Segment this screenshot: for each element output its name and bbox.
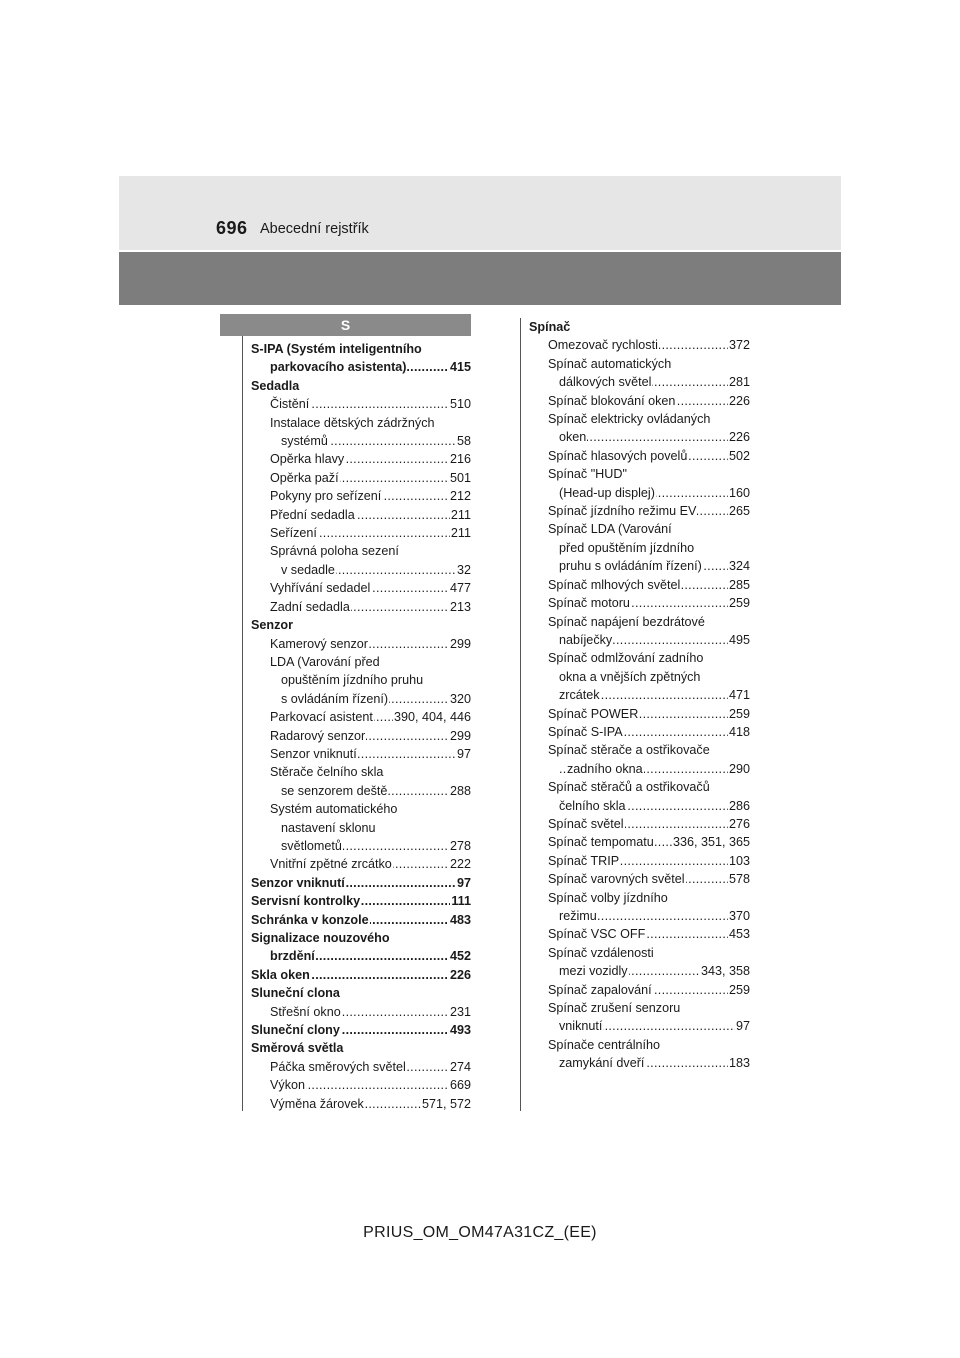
index-entry	[529, 1054, 750, 1072]
index-entry	[251, 800, 471, 818]
index-entry	[251, 763, 471, 781]
index-entry-page: 211	[450, 506, 471, 524]
index-entry-page: 274	[449, 1058, 471, 1076]
index-entry-text: Zadní sedadla	[270, 599, 350, 614]
index-entry-page: 212	[449, 487, 471, 505]
index-entry-page: 477	[449, 579, 471, 597]
index-entry-page: 231	[449, 1003, 471, 1021]
index-entry-text: Schránka v konzole	[251, 912, 369, 927]
index-entry-text: Spínač automatických	[548, 356, 672, 371]
index-entry-page: 320	[449, 690, 471, 708]
index-entry	[529, 741, 750, 759]
index-entry	[529, 502, 750, 520]
index-entry	[251, 855, 471, 873]
index-entry-text: mezi vozidly	[559, 964, 628, 979]
index-entry-text: Spínač LDA (Varování	[548, 522, 672, 537]
index-entry-text: režimu	[559, 909, 597, 923]
index-entry-text: Spínač elektricky ovládaných	[548, 412, 711, 427]
index-entry-text: Spínač odmlžování zadního	[548, 651, 704, 666]
index-entry	[251, 782, 471, 800]
index-entry-page: 370	[728, 907, 750, 925]
index-entry	[529, 668, 750, 686]
index-entry-page: 226	[728, 392, 750, 410]
index-entry	[251, 947, 471, 965]
index-entry-text: zrcátek	[559, 688, 600, 703]
index-entry-text: Spínač vzdálenosti	[548, 945, 654, 960]
index-entry-page: 216	[449, 450, 471, 468]
index-entry	[529, 520, 750, 538]
index-entry-text: Spínač stěračů a ostřikovačů	[548, 780, 710, 795]
index-entry-page: 111	[450, 892, 471, 910]
index-entry-page: 281	[728, 373, 750, 391]
index-entry	[529, 410, 750, 428]
index-entry	[251, 598, 471, 616]
index-entry-page: 390, 404, 446	[393, 708, 471, 726]
index-entry-text: Servisní kontrolky	[251, 894, 361, 909]
index-entry	[251, 616, 471, 634]
index-entry-page: 471	[728, 686, 750, 704]
index-entry	[529, 318, 750, 336]
index-entry-text: Systém automatického	[270, 802, 398, 817]
index-entry-text: Střešní okno	[270, 1004, 341, 1019]
index-entry	[529, 999, 750, 1017]
index-entry-text: před opuštěním jízdního	[559, 540, 695, 555]
index-entry-page: 226	[449, 966, 471, 984]
index-entry	[251, 1058, 471, 1076]
index-entry-page: 222	[449, 855, 471, 873]
index-entry-text: okna a vnějších zpětných	[559, 669, 701, 684]
index-entry	[251, 1076, 471, 1094]
index-entry-text: Opěrka hlavy	[270, 452, 345, 467]
index-entry	[251, 911, 471, 929]
index-entry-page: 259	[728, 594, 750, 612]
index-letter-heading: S	[220, 314, 471, 336]
index-entry-text: (Head-up displej)	[559, 485, 655, 500]
index-entry-text: Skla oken	[251, 967, 310, 982]
index-entry	[251, 966, 471, 984]
index-entry-text: LDA (Varování před	[270, 654, 380, 669]
index-entry-text: Spínač varovných světel	[548, 872, 685, 887]
index-entry-text: Výměna žárovek	[270, 1096, 364, 1111]
right-column-rule	[520, 318, 521, 1111]
index-entry-text: Vyhřívání sedadel	[270, 581, 371, 596]
index-entry-text: Směrová světla	[251, 1041, 344, 1056]
index-entry-text: Seřízení	[270, 526, 317, 541]
index-entry	[529, 815, 750, 833]
index-entry-page: 97	[456, 745, 471, 763]
index-entry	[251, 450, 471, 468]
index-entry-page: 286	[728, 797, 750, 815]
index-entry-page: 324	[728, 557, 750, 575]
index-entry	[251, 1021, 471, 1039]
index-entry	[529, 447, 750, 465]
index-entry	[529, 428, 750, 446]
index-entry	[251, 708, 471, 726]
index-entry-text: s ovládáním řízení)	[281, 691, 389, 706]
index-entry-page: 493	[449, 1021, 471, 1039]
index-entry	[251, 819, 471, 837]
index-entry	[251, 929, 471, 947]
index-entry	[529, 613, 750, 631]
index-entry-page: 265	[728, 502, 750, 520]
index-entry-page: 452	[449, 947, 471, 965]
index-entry-text: Stěrače čelního skla	[270, 765, 384, 780]
index-entry	[529, 962, 750, 980]
index-entry-page: 418	[728, 723, 750, 741]
index-entry-text: Spínač světel	[548, 816, 624, 831]
index-entry-text: Spínač hlasových povelů	[548, 448, 688, 463]
index-entry-text: Spínač zrušení senzoru	[548, 1001, 681, 1016]
index-entry	[529, 705, 750, 723]
index-entry	[529, 373, 750, 391]
index-entry	[529, 539, 750, 557]
index-entry-text: Senzor vniknutí	[270, 746, 357, 761]
index-entry-page: 288	[449, 782, 471, 800]
header-band	[119, 252, 841, 305]
index-entry-text: se senzorem deště	[281, 783, 388, 798]
index-entry-page: 276	[728, 815, 750, 833]
index-entry-page: 58	[456, 432, 471, 450]
index-entry	[529, 649, 750, 667]
index-entry	[529, 778, 750, 796]
left-index-column	[251, 340, 471, 1113]
index-entry	[529, 557, 750, 575]
index-entry-text: Výkon	[270, 1078, 306, 1093]
index-entry-text: Senzor	[251, 618, 293, 633]
index-entry	[251, 1039, 471, 1057]
index-entry	[251, 414, 471, 432]
index-entry	[251, 837, 471, 855]
index-entry-page: 213	[449, 598, 471, 616]
index-entry-page: 211	[450, 524, 471, 542]
index-entry-page: 510	[449, 395, 471, 413]
section-title: Abecední rejstřík	[260, 221, 369, 237]
index-entry-text: Páčka směrových světel	[270, 1059, 406, 1074]
index-entry-text: Spínač stěrače a ostřikovače	[548, 743, 710, 758]
index-entry-text: v sedadle	[281, 562, 335, 577]
index-entry-page: 290	[728, 760, 750, 778]
index-entry-text: Spínač blokování oken	[548, 393, 676, 408]
index-entry	[251, 671, 471, 689]
index-entry-text: opuštěním jízdního pruhu	[281, 673, 424, 688]
index-entry-text: světlometů	[281, 838, 342, 853]
index-entry-text: Vnitřní zpětné zrcátko	[270, 857, 392, 872]
index-entry-text: Čistění	[270, 397, 310, 412]
index-entry	[529, 1017, 750, 1035]
index-entry-page: 259	[728, 981, 750, 999]
index-entry	[529, 392, 750, 410]
index-entry-text: Kamerový senzor	[270, 636, 368, 651]
index-entry-text: S-IPA (Systém inteligentního	[251, 342, 422, 356]
index-entry	[251, 690, 471, 708]
index-entry	[251, 340, 471, 358]
index-entry-text: zamykání dveří	[559, 1056, 645, 1071]
index-entry	[529, 760, 750, 778]
index-entry	[529, 889, 750, 907]
index-entry	[529, 631, 750, 649]
index-entry-page: 259	[728, 705, 750, 723]
index-entry-text: Spínač "HUD"	[548, 467, 627, 482]
index-entry-page: 495	[728, 631, 750, 649]
index-entry	[251, 524, 471, 542]
document-code: PRIUS_OM_OM47A31CZ_(EE)	[363, 1224, 597, 1241]
index-entry-page: 226	[728, 428, 750, 446]
index-entry	[529, 484, 750, 502]
index-entry-text: Spínač volby jízdního	[548, 890, 668, 905]
index-entry-text: Signalizace nouzového	[251, 931, 390, 945]
index-entry-page: 336, 351, 365	[672, 833, 750, 851]
index-entry-page: 32	[456, 561, 471, 579]
index-entry	[529, 981, 750, 999]
index-entry	[529, 852, 750, 870]
index-entry	[529, 944, 750, 962]
index-entry	[251, 745, 471, 763]
index-entry-text: Parkovací asistent	[270, 710, 373, 725]
index-entry-text: Radarový senzor	[270, 728, 366, 743]
index-entry-page: 285	[728, 576, 750, 594]
index-entry	[529, 907, 750, 925]
index-entry-page: 299	[449, 635, 471, 653]
index-entry-text: Spínače centrálního	[548, 1037, 661, 1052]
index-entry-page: 571, 572	[421, 1095, 471, 1113]
index-entry	[251, 487, 471, 505]
index-entry-text: systémů	[281, 434, 328, 449]
index-entry	[529, 925, 750, 943]
index-entry	[529, 833, 750, 851]
index-entry	[251, 892, 471, 910]
index-entry	[529, 1036, 750, 1054]
index-entry-text: Sluneční clona	[251, 986, 340, 1001]
index-entry-page: 415	[449, 358, 471, 376]
index-entry	[251, 395, 471, 413]
index-entry-text: Senzor vniknutí	[251, 875, 345, 890]
index-entry-page: 299	[449, 727, 471, 745]
index-entry-page: 97	[735, 1017, 750, 1035]
index-entry-page: 453	[728, 925, 750, 943]
index-entry	[251, 377, 471, 395]
index-entry	[529, 355, 750, 373]
index-entry	[529, 686, 750, 704]
index-entry	[251, 579, 471, 597]
index-entry	[251, 1095, 471, 1113]
index-entry-text: zadního okna	[567, 761, 643, 776]
index-entry-text: Spínač jízdního režimu EV	[548, 504, 697, 519]
index-entry-text: Spínač napájení bezdrátové	[548, 614, 705, 629]
index-entry-page: 97	[456, 874, 471, 892]
index-entry-text: vniknutí	[559, 1019, 603, 1034]
index-entry-page: 183	[728, 1054, 750, 1072]
index-entry-text: Omezovač rychlosti	[548, 338, 658, 353]
index-entry-page: 160	[728, 484, 750, 502]
index-entry-text: pruhu s ovládáním řízení)	[559, 559, 702, 574]
index-entry-page: 578	[728, 870, 750, 888]
index-entry-page: 669	[449, 1076, 471, 1094]
index-entry-page: 103	[728, 852, 750, 870]
index-entry	[251, 542, 471, 560]
index-entry	[251, 561, 471, 579]
index-entry-page: 343, 358	[700, 962, 750, 980]
index-entry-text: Spínač POWER	[548, 706, 639, 721]
index-entry-page: 483	[449, 911, 471, 929]
index-entry-text: Spínač motoru	[548, 596, 630, 611]
index-entry-text: Spínač zapalování	[548, 982, 652, 997]
index-entry	[529, 336, 750, 354]
index-entry-text: parkovacího asistenta)	[270, 360, 407, 375]
index-entry-text: nastavení sklonu	[281, 820, 376, 835]
index-entry-text: Spínač mlhových světel	[548, 577, 681, 592]
index-entry	[529, 797, 750, 815]
index-entry	[251, 432, 471, 450]
index-entry	[529, 465, 750, 483]
index-entry-text: Spínač VSC OFF	[548, 927, 646, 942]
index-entry-text: Spínač S-IPA	[548, 724, 623, 739]
index-entry	[251, 506, 471, 524]
index-entry-text: Pokyny pro seřízení	[270, 489, 382, 504]
index-entry-text: Přední sedadla	[270, 507, 355, 522]
index-entry-text: dálkových světel	[559, 375, 652, 390]
index-entry-text: Sluneční clony	[251, 1023, 340, 1038]
index-entry	[251, 653, 471, 671]
index-entry	[529, 594, 750, 612]
right-index-column	[529, 318, 750, 1073]
index-entry	[251, 874, 471, 892]
index-entry	[251, 469, 471, 487]
index-entry-text: Správná poloha sezení	[270, 544, 399, 559]
index-entry-text: nabíječky	[559, 632, 613, 647]
index-entry	[529, 576, 750, 594]
left-column-rule	[242, 336, 243, 1111]
index-entry-text: Spínač	[529, 320, 571, 334]
index-entry	[529, 723, 750, 741]
index-entry-text: Opěrka paží	[270, 470, 339, 485]
index-entry	[251, 984, 471, 1002]
index-entry-text: Spínač TRIP	[548, 853, 620, 868]
index-entry	[251, 1003, 471, 1021]
index-entry-page: 501	[449, 469, 471, 487]
index-entry-page: 502	[728, 447, 750, 465]
index-entry-text: čelního skla	[559, 798, 626, 813]
index-entry-text: brzdění	[270, 949, 315, 964]
index-entry	[251, 727, 471, 745]
index-entry-text: Sedadla	[251, 378, 300, 393]
index-entry-page: 278	[449, 837, 471, 855]
index-entry-text: oken	[559, 430, 587, 445]
index-entry	[251, 635, 471, 653]
index-entry	[529, 870, 750, 888]
page-number: 696	[216, 218, 248, 238]
index-entry-text: Instalace dětských zádržných	[270, 415, 435, 430]
index-entry-text: Spínač tempomatu	[548, 835, 654, 850]
index-entry	[251, 358, 471, 376]
index-entry-page: 372	[728, 336, 750, 354]
